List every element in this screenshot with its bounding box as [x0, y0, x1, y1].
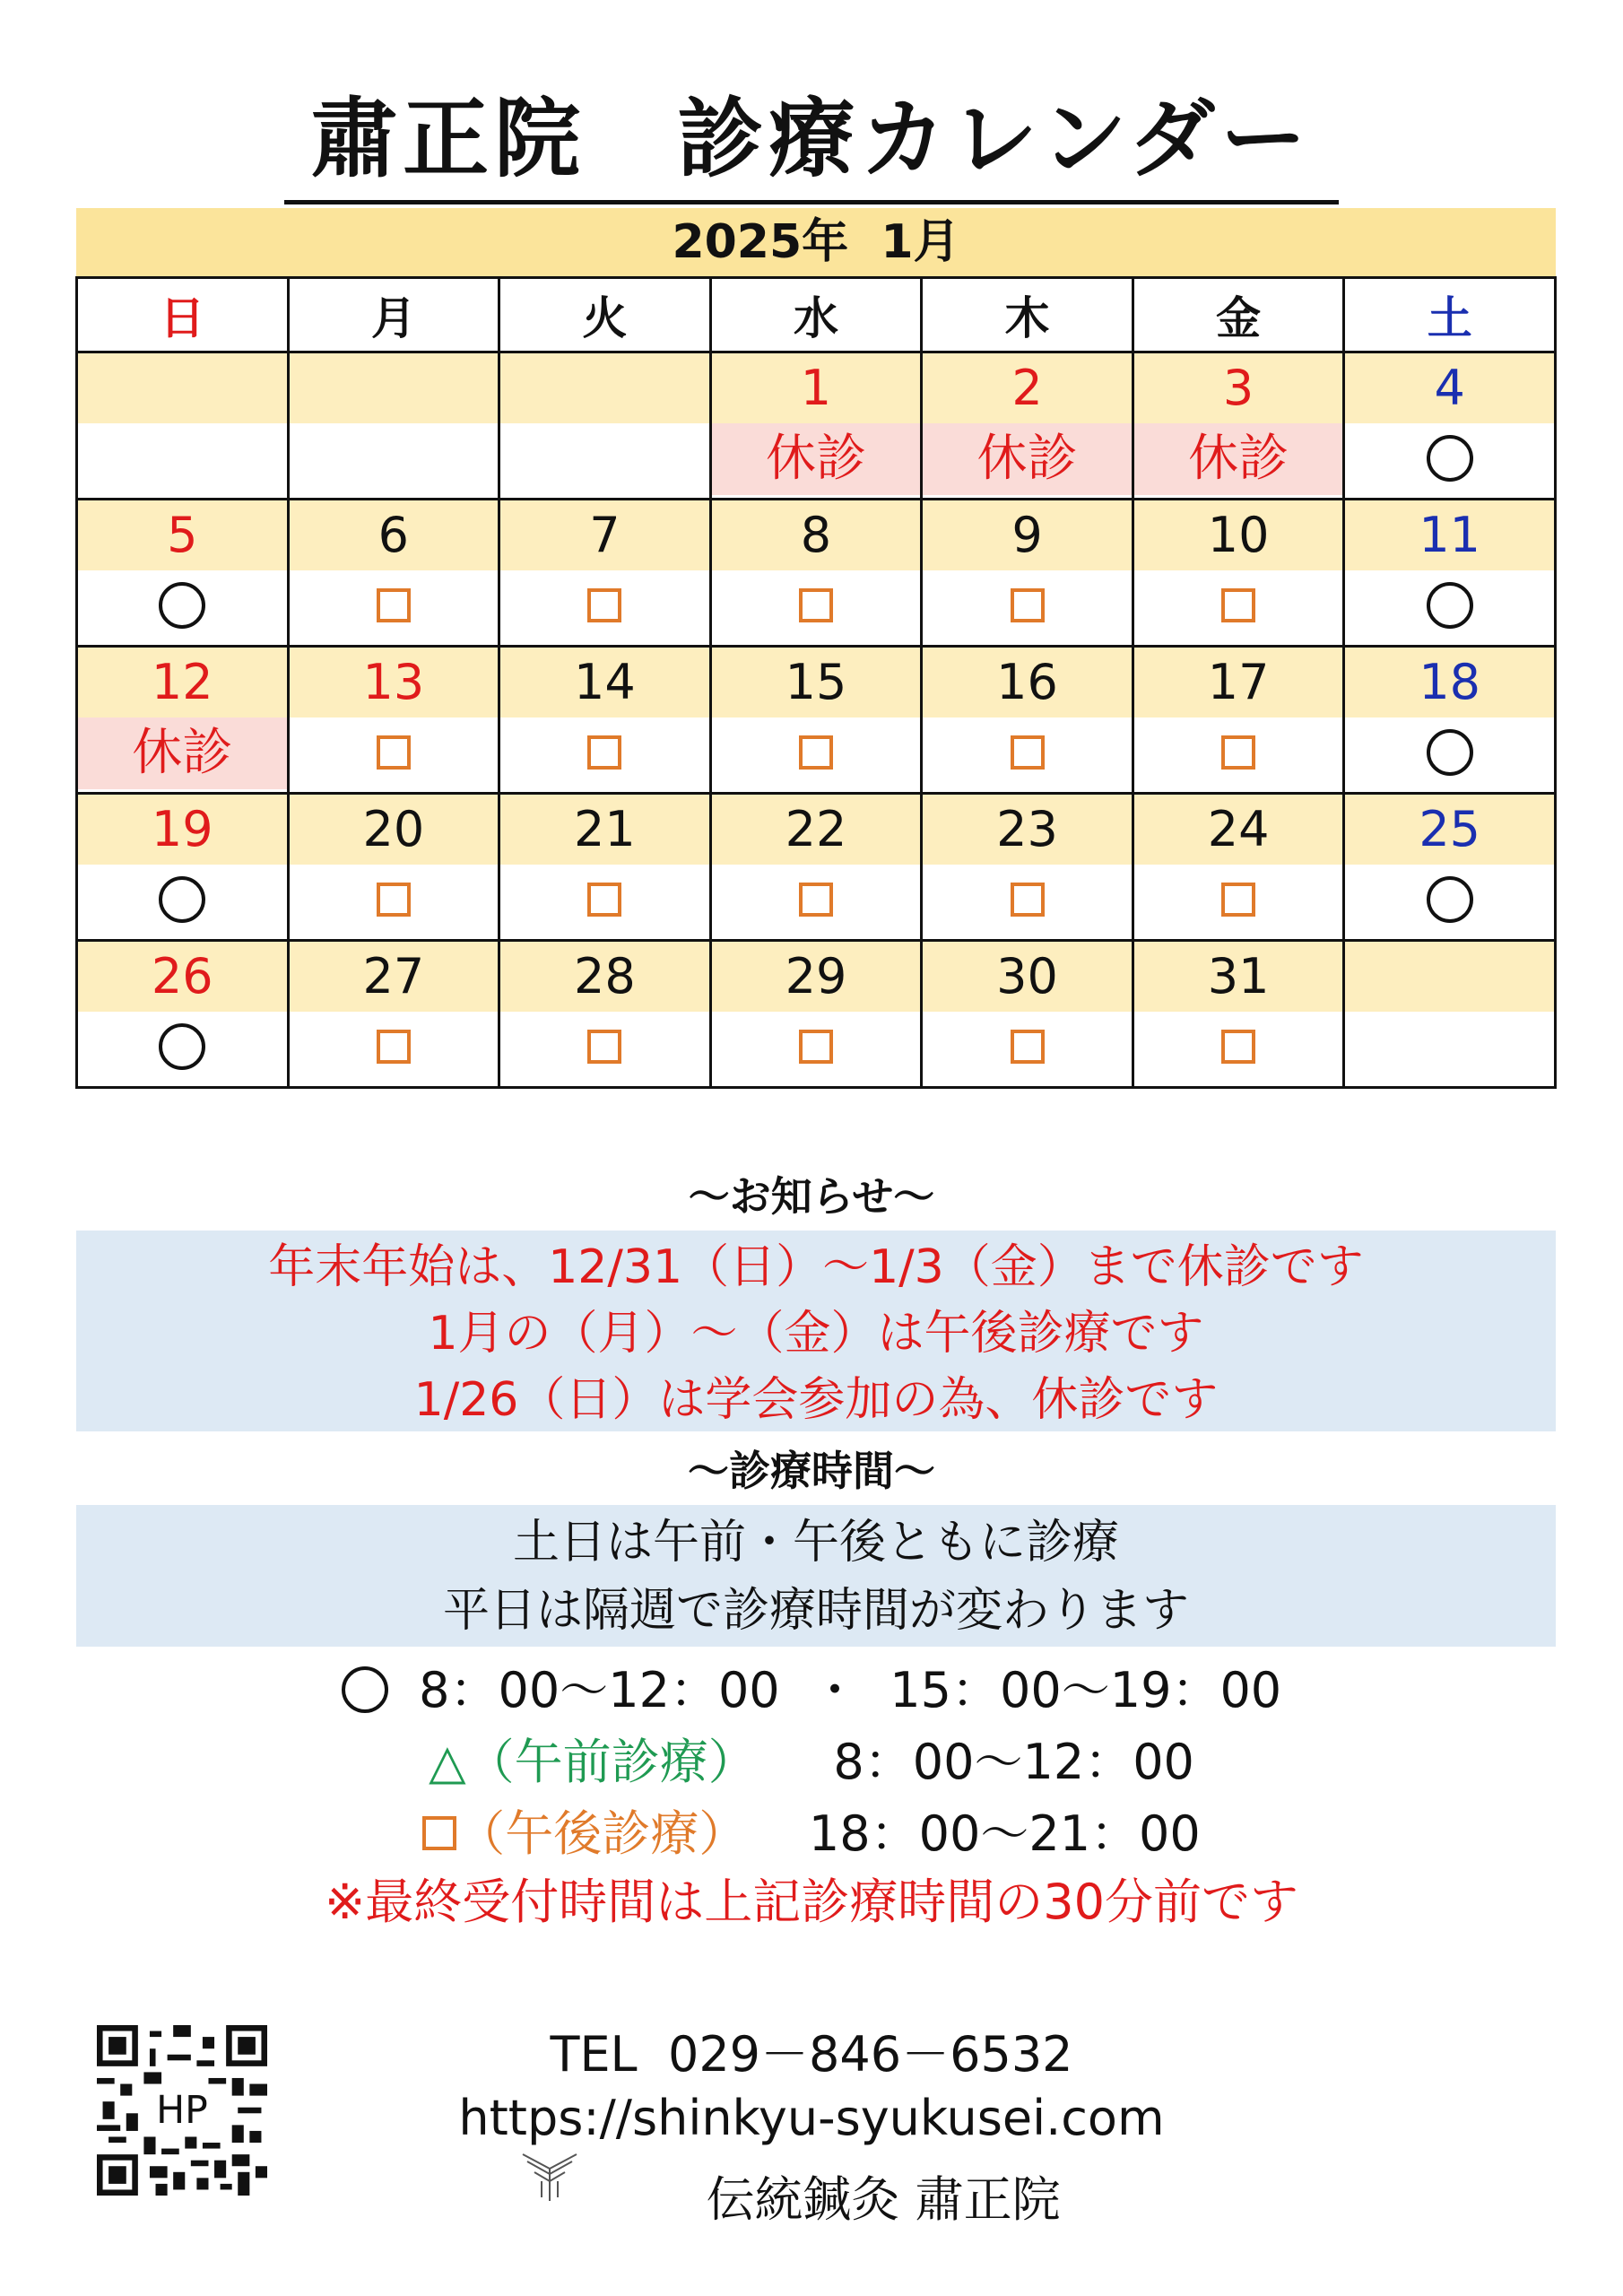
- square-icon: [1011, 883, 1045, 917]
- calendar-day-cell: [922, 794, 1133, 941]
- day-status: [1345, 423, 1554, 495]
- square-icon: [799, 588, 833, 622]
- day-status: [290, 865, 499, 936]
- month-header: 2025年 1月: [76, 208, 1556, 276]
- calendar-week-row: [77, 794, 1556, 941]
- day-number: 23: [923, 795, 1132, 865]
- calendar-day-cell: [77, 500, 289, 647]
- calendar-week-row: [77, 941, 1556, 1088]
- day-number: [78, 353, 287, 423]
- day-number: 25: [1345, 795, 1554, 865]
- closed-label: 休診: [923, 423, 1132, 495]
- calendar-body: [77, 352, 1556, 1088]
- notice-line-1: 年末年始は、12/31（日）～1/3（金）まで休診です: [268, 1240, 1364, 1294]
- square-icon: [377, 1030, 411, 1064]
- calendar-day-cell: [77, 794, 289, 941]
- calendar-day-cell: [1344, 500, 1556, 647]
- day-status: [500, 865, 709, 936]
- pm-time: 18：00～21：00: [808, 1805, 1201, 1862]
- day-status: [923, 570, 1132, 642]
- square-icon: [1011, 588, 1045, 622]
- hours-note: ※最終受付時間は上記診療時間の30分前です: [325, 1874, 1298, 1930]
- title-wrap: [0, 85, 1623, 204]
- calendar-day-cell: [288, 352, 499, 500]
- day-number: 17: [1134, 648, 1343, 718]
- calendar-table: [75, 276, 1557, 1089]
- day-number: 21: [500, 795, 709, 865]
- day-status: [1134, 570, 1343, 642]
- calendar-day-cell: [1133, 794, 1344, 941]
- calendar-day-cell: [922, 941, 1133, 1088]
- square-icon: [1011, 1030, 1045, 1064]
- footer-tel: TEL 029－846－6532: [550, 2026, 1073, 2083]
- day-status: [290, 1012, 499, 1083]
- hours-full-time: 8：00～12：00 ・ 15：00～19：00: [419, 1662, 1282, 1718]
- closed-label: 休診: [78, 718, 287, 789]
- day-status: [1134, 1012, 1343, 1083]
- day-number: 27: [290, 942, 499, 1012]
- day-status: [1345, 865, 1554, 936]
- day-number: 29: [712, 942, 921, 1012]
- calendar-week-row: [77, 352, 1556, 500]
- day-number: 3: [1134, 353, 1343, 423]
- hours-box: [76, 1505, 1556, 1647]
- hours-full-row: [0, 1652, 1623, 1721]
- qr-label: HP: [156, 2087, 208, 2133]
- notice-heading: ～お知らせ～: [688, 1172, 935, 1221]
- calendar-day-cell: [288, 500, 499, 647]
- calendar-day-cell: [710, 794, 922, 941]
- day-number: 28: [500, 942, 709, 1012]
- day-status: [1345, 570, 1554, 642]
- square-icon: [587, 1030, 621, 1064]
- square-icon: [587, 735, 621, 770]
- calendar-day-cell: [288, 941, 499, 1088]
- day-number: 12: [78, 648, 287, 718]
- closed-label: 休診: [1134, 423, 1343, 495]
- day-number: 2: [923, 353, 1132, 423]
- day-status: [712, 865, 921, 936]
- weekday-header-row: [77, 278, 1556, 352]
- day-status: [78, 1012, 287, 1083]
- calendar-day-cell: [499, 794, 711, 941]
- closed-label: 休診: [712, 423, 921, 495]
- calendar-week-row: [77, 500, 1556, 647]
- day-number: 10: [1134, 500, 1343, 570]
- square-icon: [377, 735, 411, 770]
- hours-line-2: 平日は隔週で診療時間が変わります: [442, 1584, 1189, 1638]
- calendar-day-cell: [1133, 647, 1344, 794]
- day-status: [923, 865, 1132, 936]
- day-status: [500, 718, 709, 789]
- calendar-day-cell: [922, 352, 1133, 500]
- day-status: [290, 423, 499, 495]
- notice-line-2: 1月の（月）～（金）は午後診療です: [428, 1307, 1204, 1361]
- clinic-logo-icon: [518, 2142, 581, 2205]
- circle-icon: [1427, 729, 1473, 776]
- day-number: 24: [1134, 795, 1343, 865]
- footer-clinic-name: 伝統鍼灸 肅正院: [706, 2171, 1061, 2228]
- day-status: [1345, 1012, 1554, 1083]
- square-icon: [1011, 735, 1045, 770]
- day-status: [500, 423, 709, 495]
- day-status: [500, 570, 709, 642]
- calendar-day-cell: [499, 647, 711, 794]
- square-icon: [587, 588, 621, 622]
- calendar-day-cell: [1133, 500, 1344, 647]
- day-number: 7: [500, 500, 709, 570]
- day-number: 31: [1134, 942, 1343, 1012]
- day-number: 8: [712, 500, 921, 570]
- hours-am-row: [0, 1724, 1623, 1793]
- circle-icon: [159, 1023, 205, 1070]
- calendar-day-cell: [1344, 941, 1556, 1088]
- calendar-day-cell: [710, 941, 922, 1088]
- square-icon: [799, 735, 833, 770]
- weekday-fri: 金: [1133, 278, 1344, 352]
- day-status: [78, 865, 287, 936]
- calendar-day-cell: [499, 941, 711, 1088]
- weekday-mon: 月: [288, 278, 499, 352]
- day-status: [290, 718, 499, 789]
- calendar-day-cell: [77, 352, 289, 500]
- square-icon: [1221, 1030, 1255, 1064]
- day-number: 26: [78, 942, 287, 1012]
- square-icon: [377, 883, 411, 917]
- day-number: 11: [1345, 500, 1554, 570]
- day-number: 15: [712, 648, 921, 718]
- calendar-day-cell: [499, 500, 711, 647]
- weekday-tue: 火: [499, 278, 711, 352]
- weekday-thu: 木: [922, 278, 1133, 352]
- calendar-day-cell: [1133, 941, 1344, 1088]
- weekday-sun: 日: [77, 278, 289, 352]
- footer-url[interactable]: https://shinkyu-syukusei.com: [458, 2090, 1165, 2146]
- notice-line-3: 1/26（日）は学会参加の為、休診です: [413, 1373, 1219, 1427]
- calendar-day-cell: [1344, 647, 1556, 794]
- page-title: 肅正院 診療カレンダー: [284, 85, 1339, 204]
- calendar-day-cell: [499, 352, 711, 500]
- day-number: 5: [78, 500, 287, 570]
- day-number: 30: [923, 942, 1132, 1012]
- day-status: [78, 423, 287, 495]
- calendar-day-cell: [1344, 794, 1556, 941]
- day-number: 6: [290, 500, 499, 570]
- day-number: [500, 353, 709, 423]
- square-icon: [1221, 883, 1255, 917]
- day-status: [1134, 865, 1343, 936]
- square-icon: [799, 883, 833, 917]
- day-number: 14: [500, 648, 709, 718]
- day-number: 4: [1345, 353, 1554, 423]
- day-status: [78, 570, 287, 642]
- day-number: [290, 353, 499, 423]
- hours-pm-row: [0, 1796, 1623, 1865]
- circle-icon: [1427, 435, 1473, 482]
- circle-icon: [159, 582, 205, 629]
- calendar-day-cell: [288, 647, 499, 794]
- weekday-sat: 土: [1344, 278, 1556, 352]
- square-icon: [799, 1030, 833, 1064]
- day-number: 1: [712, 353, 921, 423]
- square-icon: [1221, 588, 1255, 622]
- day-number: 20: [290, 795, 499, 865]
- day-status: [500, 1012, 709, 1083]
- calendar-week-row: [77, 647, 1556, 794]
- pm-label: （午後診療）: [456, 1805, 748, 1862]
- calendar-day-cell: [922, 647, 1133, 794]
- day-number: 13: [290, 648, 499, 718]
- notice-box: [76, 1231, 1556, 1431]
- calendar-day-cell: [1133, 352, 1344, 500]
- day-status: [1345, 718, 1554, 789]
- calendar-day-cell: [77, 941, 289, 1088]
- day-status: [712, 718, 921, 789]
- day-status: [923, 718, 1132, 789]
- am-label: △（午前診療）: [429, 1734, 757, 1790]
- circle-icon: [159, 876, 205, 923]
- square-icon: [587, 883, 621, 917]
- day-status: [290, 570, 499, 642]
- circle-icon: [342, 1666, 388, 1713]
- day-number: 18: [1345, 648, 1554, 718]
- day-status: [712, 570, 921, 642]
- calendar-day-cell: [710, 647, 922, 794]
- calendar-day-cell: [77, 647, 289, 794]
- square-icon: [1221, 735, 1255, 770]
- square-icon: [377, 588, 411, 622]
- calendar-day-cell: [288, 794, 499, 941]
- calendar-day-cell: [710, 352, 922, 500]
- day-number: 22: [712, 795, 921, 865]
- hours-heading: ～診療時間～: [688, 1447, 935, 1495]
- am-time: 8：00～12：00: [833, 1734, 1194, 1790]
- day-status: [923, 1012, 1132, 1083]
- day-number: 16: [923, 648, 1132, 718]
- day-number: [1345, 942, 1554, 1012]
- circle-icon: [1427, 582, 1473, 629]
- calendar-day-cell: [710, 500, 922, 647]
- square-icon: [422, 1816, 456, 1850]
- day-number: 19: [78, 795, 287, 865]
- circle-icon: [1427, 876, 1473, 923]
- calendar-day-cell: [1344, 352, 1556, 500]
- day-number: 9: [923, 500, 1132, 570]
- hours-line-1: 土日は午前・午後ともに診療: [512, 1516, 1119, 1570]
- calendar-day-cell: [922, 500, 1133, 647]
- day-status: [712, 1012, 921, 1083]
- weekday-wed: 水: [710, 278, 922, 352]
- day-status: [1134, 718, 1343, 789]
